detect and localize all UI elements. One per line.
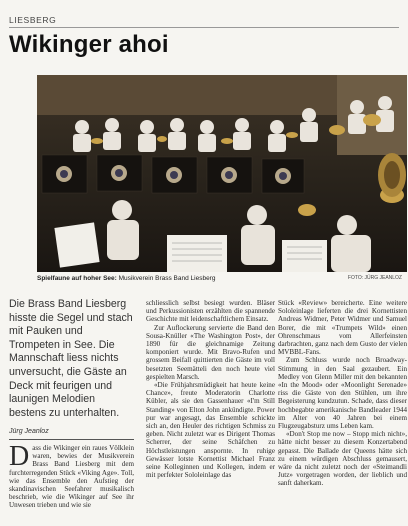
body-column-3 bbox=[278, 299, 407, 488]
paragraph: Zur Auflockerung servierte die Band den Sousa-Knüller «The Washington Post», der 1890 für die gleichnamige Zeitung komponiert wurde. Mit Bravo-Rufen und grossem Beifall quittierten die Gäste im voll besetzten Seemätteli den noch heute viel gespielten Marsch. bbox=[146, 323, 275, 381]
body-column-2 bbox=[146, 299, 275, 479]
photo-caption bbox=[37, 275, 215, 282]
paragraph: «Don't Stop me now – Stopp mich nicht», hätte nicht besser zu diesem Konzertabend gepasst. Die Ballade der Queens hätte sich zu einem würdigen Abschluss gemausert, wäre da nicht zuletzt noch der «Steimandli Jutz» vorgetragen worden, der lieblich und sanft daherkam. bbox=[278, 430, 407, 488]
caption-text: Musikverein Brass Band Liesberg bbox=[116, 275, 216, 282]
paragraph: Zum Schluss wurde noch Broadway-Stimmung in den Saal gezaubert. Ein Medley von Glenn Miller mit den bekannten «In the Mood» oder «Moonlight Serenade» riss die Gäste von den Stühlen, um ihre Begeisterung kundzutun. Schade, dass dieser hochbegabte amerikanische Bandleader 1944 im Alter von 40 Jahren bei einem Flugzeugabsturz ums Leben kam. bbox=[278, 356, 407, 431]
band-photo bbox=[37, 75, 407, 272]
paragraph: Stück «Review» bereicherte. Eine weitere Sololeinlage lieferten die drei Kornettisten Andreas Widmer, Peter Widmer und Samuel Borer, die mit «Trumpets Wild» einen Ohrenschmaus vom Allerfeinsten darbrachten, ganz nach dem Gusto der vielen MVBBL-Fans. bbox=[278, 299, 407, 357]
paragraph: schliesslich selbst besiegt wurden. Bläser und Perkussionisten erzählten die spannende Geschichte mit leidenschaftlichem Einsatz. bbox=[146, 299, 275, 324]
paragraph: «Die Frühjahrsmüdigkeit hat heute keine Chance», freute Moderatorin Charlotte Kübler, als sie den Gassenhauer «I'm Still Standing» von Elton John ankündigte. Power pur war angesagt, das Ensemble schickte sich an, den Heuler des richtigen Schmiss zu geben. Nicht zuletzt war es Dirigent Thomas Scherrer, der seine Schäfchen zu Höchstleistungen anspornte. In ruhige Gewässer lotste Kornettist Michael Franz seine Kolleginnen und Kollegen, indem er mit perfekter Sololeinlage das bbox=[146, 381, 275, 480]
section-rule bbox=[9, 27, 399, 28]
body-text-col1: ass die Wikinger ein raues Völklein waren, bewies der Musikverein Brass Band Liesberg mit dem furchterregenden Stück «Viking Age». Toll, wie das Ensemble den Aufstieg der skandinavischen Seefahrer musikalisch beschrieb, wie die Wikinger auf See ihr Unwesen trieben und wie sie bbox=[9, 444, 134, 510]
lead-paragraph: Die Brass Band Liesberg hisste die Segel und stach mit Pauken und Trompeten in See. Die Mannschaft liess nichts unversucht, die Gäste an Deck mit feurigen und launigen Melodien bestens zu unterhalten. bbox=[9, 298, 133, 419]
body-column-1 bbox=[9, 441, 134, 510]
section-label: LIESBERG bbox=[9, 15, 57, 25]
photo-credit: FOTO: JÜRG JEANLOZ bbox=[347, 275, 402, 281]
byline-rule bbox=[9, 439, 134, 440]
headline: Wikinger ahoi bbox=[9, 31, 169, 58]
caption-highlight: Spielfaune auf hoher See: bbox=[37, 275, 117, 282]
drop-cap: D bbox=[9, 441, 30, 472]
author-byline: Jürg Jeanloz bbox=[9, 428, 49, 435]
